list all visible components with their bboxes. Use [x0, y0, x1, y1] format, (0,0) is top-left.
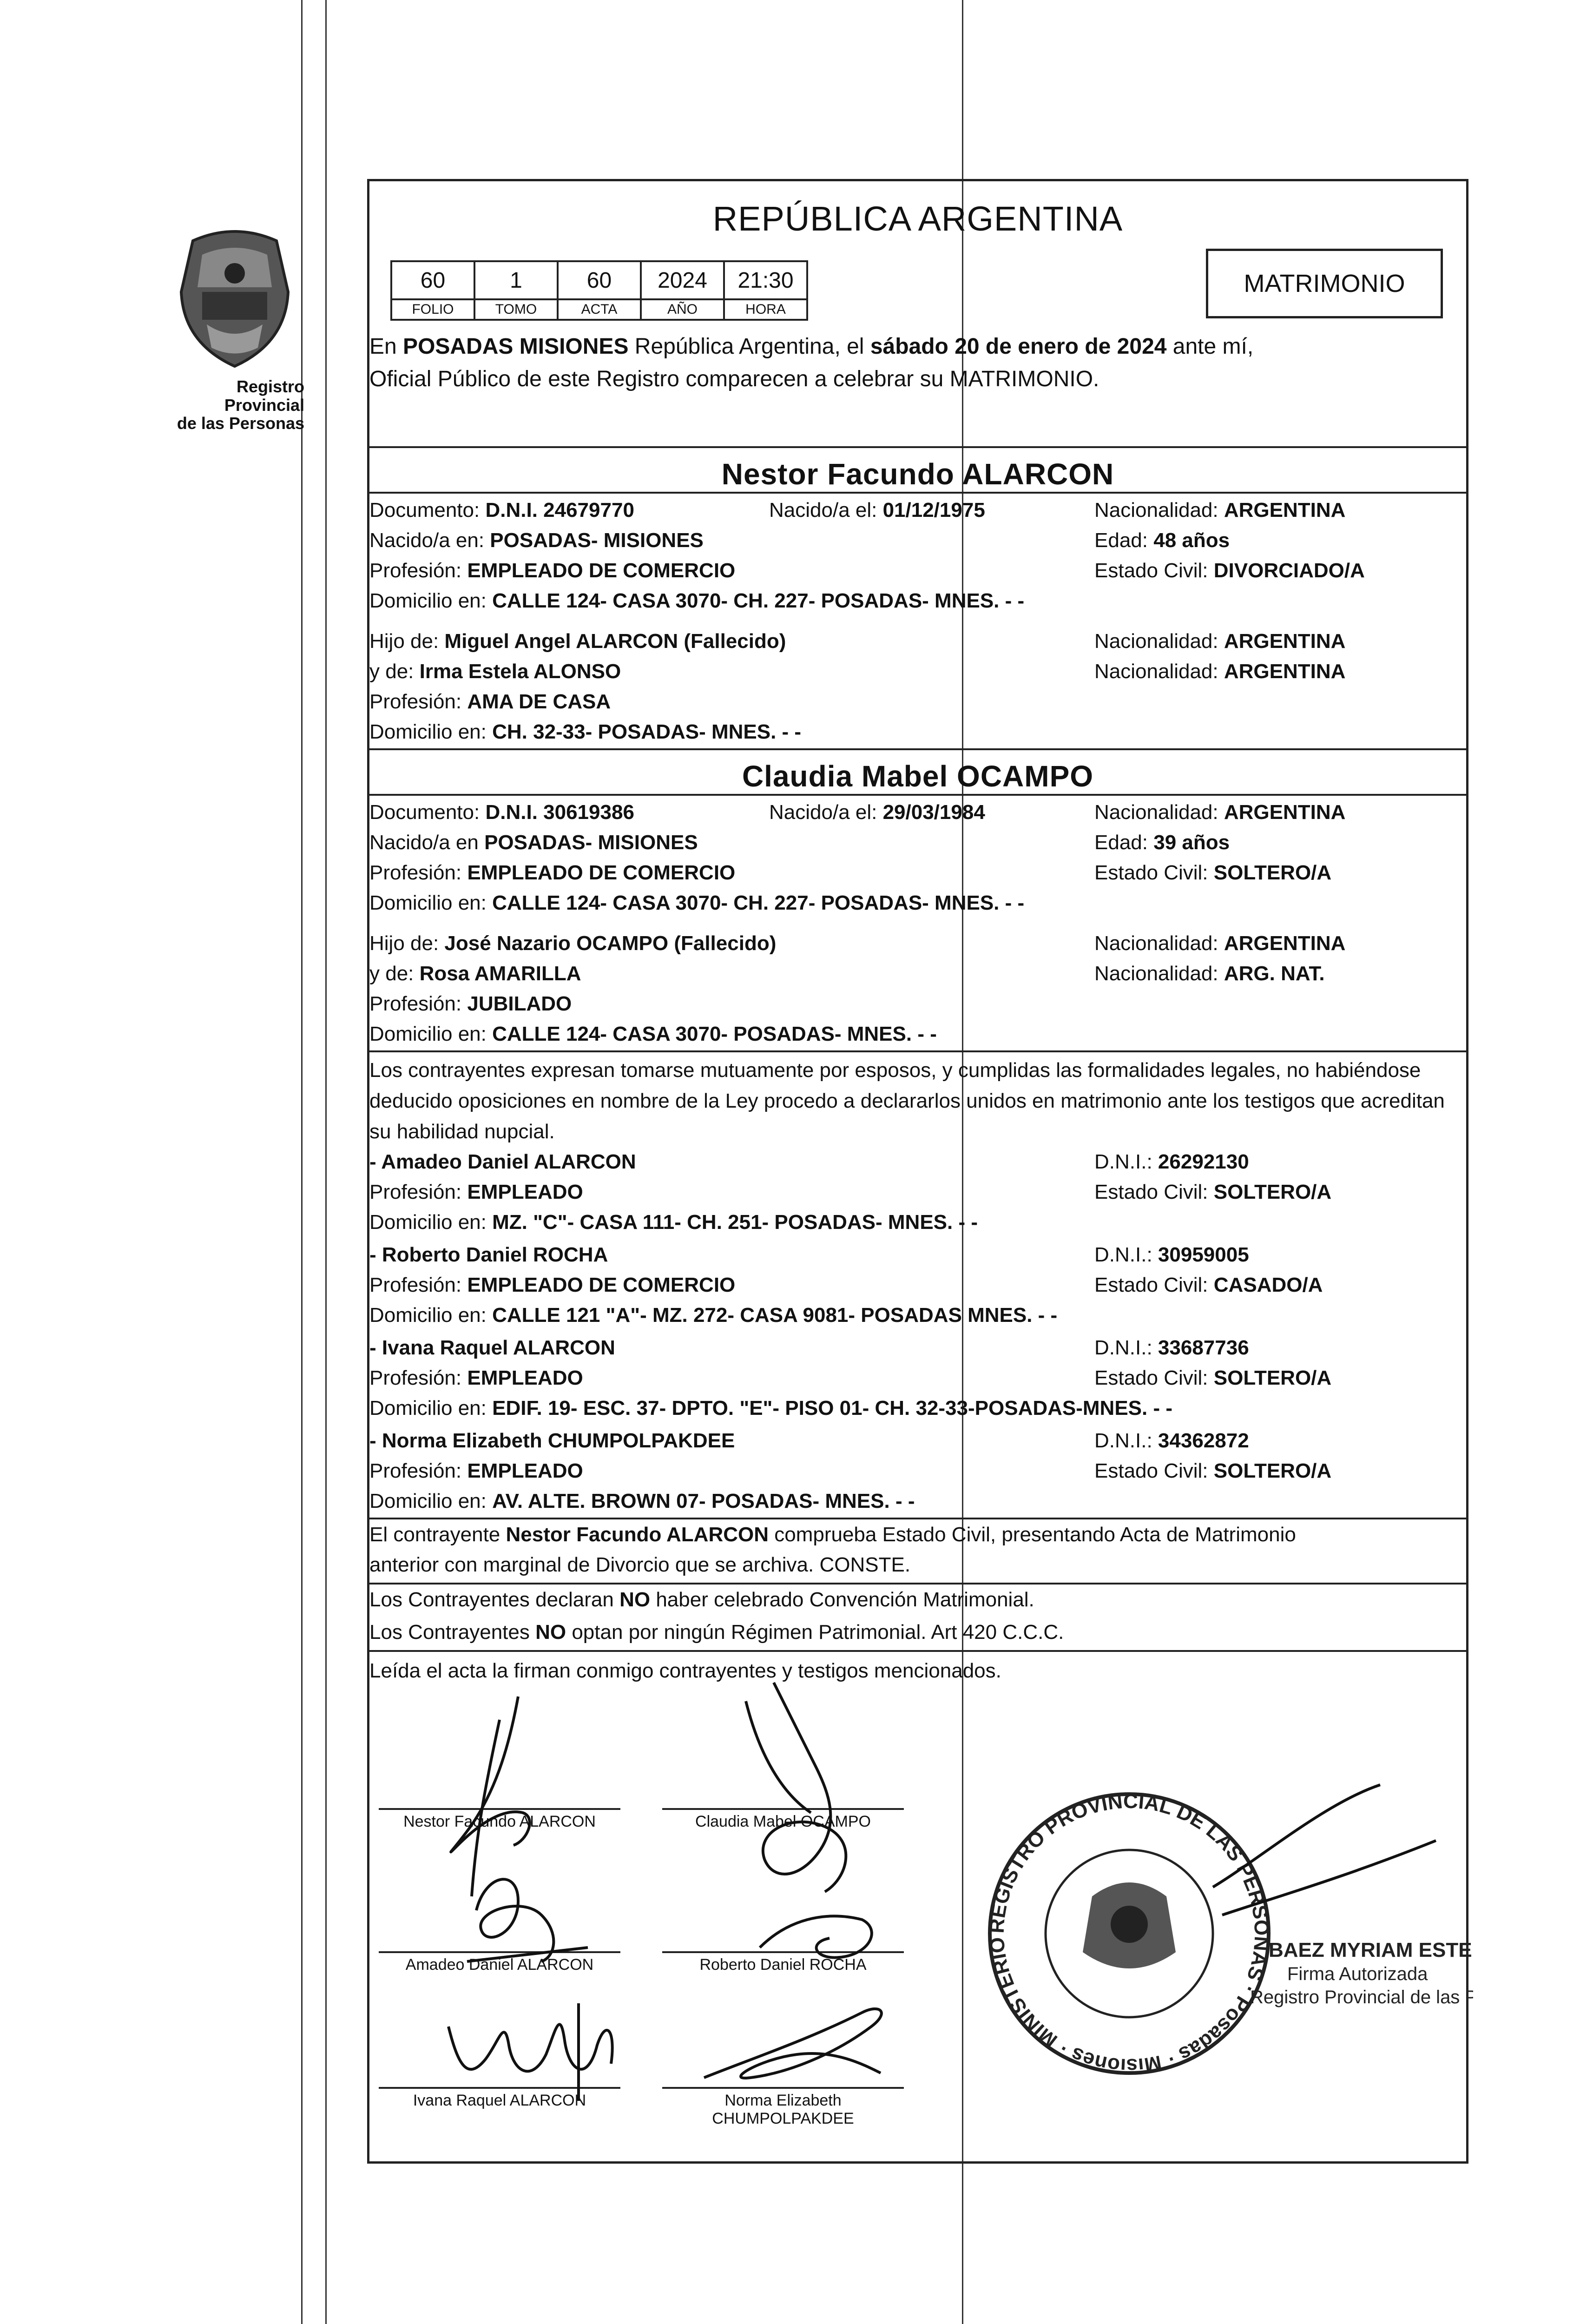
signature-label-witness4: Norma Elizabeth CHUMPOLPAKDEE	[712, 2092, 854, 2127]
record-meta-table	[390, 260, 808, 321]
record-type-box: MATRIMONIO	[1206, 249, 1443, 318]
c2-profession: Profesión: EMPLEADO DE COMERCIO	[369, 861, 736, 884]
hora-value: 21:30	[724, 261, 807, 299]
section-divider	[369, 794, 1466, 796]
witness1-dni: D.N.I.: 26292130	[1094, 1150, 1249, 1173]
c1-birthplace: Nacido/a en: POSADAS- MISIONES	[369, 529, 704, 552]
anio-value: 2024	[641, 261, 724, 299]
witness3-address: Domicilio en: EDIF. 19- ESC. 37- DPTO. "E"- PISO 01- CH. 32-33-POSADAS-MNES. - -	[369, 1397, 1172, 1419]
c1-parent-profession: Profesión: AMA DE CASA	[369, 690, 611, 713]
c1-birthdate: Nacido/a el: 01/12/1975	[769, 499, 985, 522]
witness2-civil-status: Estado Civil: CASADO/A	[1094, 1274, 1323, 1296]
registry-caption	[165, 377, 304, 433]
section-divider	[369, 1650, 1466, 1652]
c1-civil-status: Estado Civil: DIVORCIADO/A	[1094, 559, 1365, 582]
signature-label-witness1: Amadeo Daniel ALARCON	[405, 1956, 594, 1974]
section-divider	[369, 748, 1466, 750]
acta-label: ACTA	[558, 299, 641, 320]
closing-text: Leída el acta la firman conmigo contrayentes y testigos mencionados.	[369, 1659, 1001, 1682]
binding-line	[325, 0, 327, 2324]
signature-ink-contrayente2	[718, 1673, 885, 1906]
c1-profession: Profesión: EMPLEADO DE COMERCIO	[369, 559, 736, 582]
country-title: REPÚBLICA ARGENTINA	[712, 199, 1123, 238]
witness3-name: - Ivana Raquel ALARCON	[369, 1336, 615, 1359]
section-divider	[369, 1518, 1466, 1519]
signature-label-witness2: Roberto Daniel ROCHA	[699, 1956, 867, 1974]
witness4-dni: D.N.I.: 34362872	[1094, 1429, 1249, 1452]
acta-value: 60	[558, 261, 641, 299]
tomo-label: TOMO	[474, 299, 558, 320]
witness2-dni: D.N.I.: 30959005	[1094, 1243, 1249, 1266]
witness3-civil-status: Estado Civil: SOLTERO/A	[1094, 1367, 1332, 1389]
signature-ink-witness1	[448, 1855, 606, 1975]
signature-ink-witness2	[750, 1892, 890, 1966]
c2-father-nationality: Nacionalidad: ARGENTINA	[1094, 932, 1346, 955]
convention-line2: Los Contrayentes NO optan por ningún Régimen Patrimonial. Art 420 C.C.C.	[369, 1621, 1064, 1644]
signature-ink-witness3	[439, 1989, 648, 2106]
witness1-civil-status: Estado Civil: SOLTERO/A	[1094, 1181, 1332, 1203]
convention-line1: Los Contrayentes declaran NO haber celebrado Convención Matrimonial.	[369, 1588, 1034, 1611]
registry-caption-line1: Registro Provincial	[224, 377, 304, 415]
c1-document: Documento: D.N.I. 24679770	[369, 499, 634, 522]
declaration-text: Los contrayentes expresan tomarse mutuamente por esposos, y cumplidas las formalidades legales, no habiéndose deducido oposiciones en nombre de la Ley procedo a declararlos unidos en matrimonio ante los testigos que acreditan su habilidad nupcial.	[369, 1059, 1445, 1143]
official-stamp	[971, 1776, 1473, 2094]
c2-document: Documento: D.N.I. 30619386	[369, 801, 634, 824]
witness4-name: - Norma Elizabeth CHUMPOLPAKDEE	[369, 1429, 735, 1452]
note-line2: anterior con marginal de Divorcio que se archiva. CONSTE.	[369, 1553, 911, 1576]
c2-mother: y de: Rosa AMARILLA	[369, 962, 581, 985]
witness4-address: Domicilio en: AV. ALTE. BROWN 07- POSADAS- MNES. - -	[369, 1490, 915, 1512]
stamp-official-name: BAEZ MYRIAM ESTE	[1269, 1939, 1472, 1961]
c1-parent-address: Domicilio en: CH. 32-33- POSADAS- MNES. - -	[369, 720, 802, 743]
section-divider	[369, 1583, 1466, 1585]
c2-parent-address: Domicilio en: CALLE 124- CASA 3070- POSADAS- MNES. - -	[369, 1023, 937, 1045]
section-divider	[369, 492, 1466, 494]
hora-label: HORA	[724, 299, 807, 320]
intro-line2: Oficial Público de este Registro comparecen a celebrar su MATRIMONIO.	[369, 367, 1099, 391]
c1-father-nationality: Nacionalidad: ARGENTINA	[1094, 630, 1346, 653]
c2-birthdate: Nacido/a el: 29/03/1984	[769, 801, 985, 824]
c2-birthplace: Nacido/a en POSADAS- MISIONES	[369, 831, 698, 854]
tomo-value: 1	[474, 261, 558, 299]
signature-ink-witness4	[695, 1994, 908, 2096]
witness1-profession: Profesión: EMPLEADO	[369, 1181, 583, 1203]
witness2-profession: Profesión: EMPLEADO DE COMERCIO	[369, 1274, 736, 1296]
note-line1: El contrayente Nestor Facundo ALARCON comprueba Estado Civil, presentando Acta de Matrimonio	[369, 1523, 1296, 1546]
c2-civil-status: Estado Civil: SOLTERO/A	[1094, 861, 1332, 884]
witness4-civil-status: Estado Civil: SOLTERO/A	[1094, 1459, 1332, 1482]
anio-label: AÑO	[641, 299, 724, 320]
folio-label: FOLIO	[391, 299, 474, 320]
signature-label-contrayente2: Claudia Mabel OCAMPO	[695, 1813, 871, 1830]
intro-place: POSADAS MISIONES	[403, 334, 629, 359]
witness3-dni: D.N.I.: 33687736	[1094, 1336, 1249, 1359]
intro-date: sábado 20 de enero de 2024	[870, 334, 1167, 359]
c1-address: Domicilio en: CALLE 124- CASA 3070- CH. 227- POSADAS- MNES. - -	[369, 589, 1025, 612]
witness2-address: Domicilio en: CALLE 121 "A"- MZ. 272- CASA 9081- POSADAS MNES. - -	[369, 1304, 1058, 1327]
section-divider	[369, 1050, 1466, 1052]
witness2-name: - Roberto Daniel ROCHA	[369, 1243, 608, 1266]
c2-age: Edad: 39 años	[1094, 831, 1230, 854]
folio-value: 60	[391, 261, 474, 299]
c1-nationality: Nacionalidad: ARGENTINA	[1094, 499, 1346, 522]
witness1-address: Domicilio en: MZ. "C"- CASA 111- CH. 251- POSADAS- MNES. - -	[369, 1211, 978, 1234]
signature-label-witness3: Ivana Raquel ALARCON	[413, 2092, 586, 2109]
stamp-official-role: Firma Autorizada	[1287, 1964, 1428, 1984]
stamp-ring-text: REGISTRO PROVINCIAL DE LAS PERSONAS · Posadas · Misiones · MINISTERIO	[985, 1789, 1273, 2078]
c2-address: Domicilio en: CALLE 124- CASA 3070- CH. 227- POSADAS- MNES. - -	[369, 891, 1025, 914]
witness3-profession: Profesión: EMPLEADO	[369, 1367, 583, 1389]
c1-father: Hijo de: Miguel Angel ALARCON (Fallecido)	[369, 630, 786, 653]
provincial-seal-icon	[174, 222, 295, 371]
c1-mother: y de: Irma Estela ALONSO	[369, 660, 621, 683]
c2-mother-nationality: Nacionalidad: ARG. NAT.	[1094, 962, 1325, 985]
contrayente1-name: Nestor Facundo ALARCON	[721, 457, 1114, 491]
witness1-name: - Amadeo Daniel ALARCON	[369, 1150, 636, 1173]
c1-age: Edad: 48 años	[1094, 529, 1230, 552]
registry-stamp-icon	[971, 1776, 1473, 2092]
registry-logo	[165, 222, 304, 433]
stamp-official-office: Registro Provincial de las P	[1250, 1987, 1473, 2007]
registry-caption-line2: de las Personas	[177, 414, 304, 433]
witness4-profession: Profesión: EMPLEADO	[369, 1459, 583, 1482]
c2-parent-profession: Profesión: JUBILADO	[369, 992, 572, 1015]
intro-line1: En POSADAS MISIONES República Argentina, el sábado 20 de enero de 2024 ante mí,	[369, 334, 1254, 359]
c2-father: Hijo de: José Nazario OCAMPO (Fallecido)	[369, 932, 777, 955]
c2-nationality: Nacionalidad: ARGENTINA	[1094, 801, 1346, 824]
c1-mother-nationality: Nacionalidad: ARGENTINA	[1094, 660, 1346, 683]
section-divider	[369, 446, 1466, 448]
signature-label-contrayente1: Nestor Facundo ALARCON	[403, 1813, 596, 1830]
contrayente2-name: Claudia Mabel OCAMPO	[742, 759, 1094, 793]
